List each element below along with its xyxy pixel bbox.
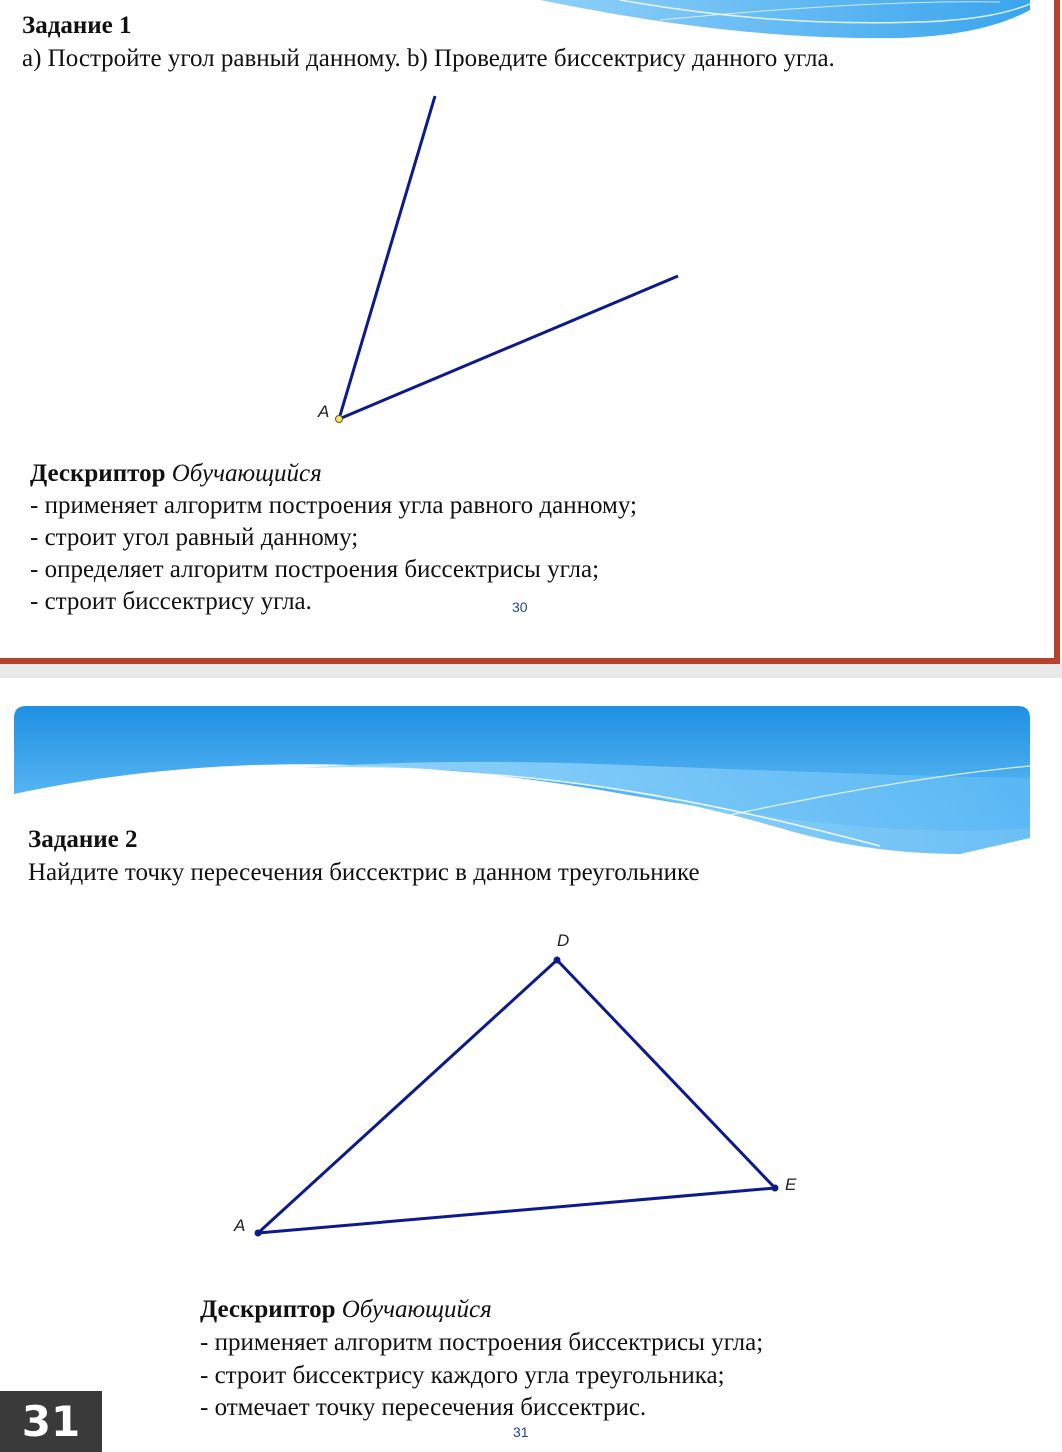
triangle-ade — [258, 960, 775, 1233]
task1-descriptor-item: - применяет алгоритм построения угла равного данному; — [30, 492, 637, 519]
page-31 — [0, 678, 1062, 1452]
vertex-point-a — [336, 416, 343, 423]
task2-descriptor-item: - применяет алгоритм построения биссектрисы угла; — [200, 1329, 764, 1356]
slide-number-badge: 31 — [0, 1391, 102, 1452]
task1-descriptor-item: - строит биссектрису угла. — [30, 588, 312, 615]
task2-instruction: Найдите точку пересечения биссектрис в данном треугольнике — [28, 859, 700, 886]
vertex-label-d: D — [557, 931, 570, 950]
task2-descriptor-item: - отмечает точку пересечения биссектрис. — [200, 1394, 647, 1421]
vertex-label-a: A — [234, 1216, 246, 1235]
task2-title: Задание 2 — [28, 826, 138, 853]
page-number-30: 30 — [512, 599, 528, 615]
page-gap — [0, 664, 1062, 678]
vertex-point-e — [772, 1185, 779, 1192]
task1-descriptor-item: - определяет алгоритм построения биссектрисы угла; — [30, 556, 600, 583]
vertex-point-a — [255, 1230, 262, 1237]
vertex-label-e: E — [785, 1175, 797, 1194]
descriptor-italic: Обучающийся — [171, 460, 322, 487]
page-number-31: 31 — [513, 1424, 529, 1440]
descriptor-bold: Дескриптор — [200, 1296, 336, 1323]
angle-ray-lower — [339, 276, 678, 419]
task1-instruction: a) Постройте угол равный данному. b) Проведите биссектрису данного угла. — [22, 45, 835, 72]
descriptor-italic: Обучающийся — [341, 1296, 492, 1323]
task1-descriptor-title — [30, 460, 322, 488]
descriptor-bold: Дескриптор — [30, 460, 166, 487]
page-30 — [0, 0, 1060, 664]
task2-descriptor-title — [200, 1296, 492, 1324]
angle-ray-upper — [339, 96, 435, 419]
task1-title: Задание 1 — [22, 12, 132, 39]
task1-descriptor-item: - строит угол равный данному; — [30, 524, 359, 551]
task2-descriptor-item: - строит биссектрису каждого угла треугольника; — [200, 1362, 725, 1389]
vertex-point-d — [554, 957, 561, 964]
vertex-label-a: A — [318, 402, 330, 421]
